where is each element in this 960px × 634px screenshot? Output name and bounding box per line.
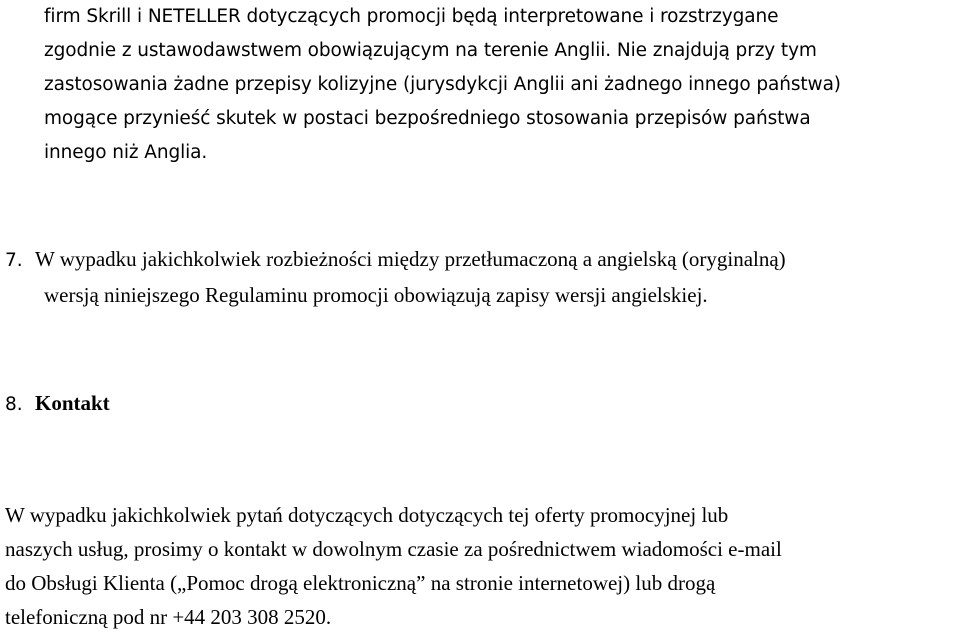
- section-number: 8.: [5, 394, 23, 415]
- section-number: 7.: [5, 250, 23, 271]
- paragraph-line: zastosowania żadne przepisy kolizyjne (jurysdykcji Anglii ani żadnego innego państwa): [44, 74, 841, 95]
- continuation-paragraph: [44, 0, 841, 170]
- paragraph-line: zgodnie z ustawodawstwem obowiązującym na terenie Anglii. Nie znajdują przy tym: [44, 40, 817, 61]
- paragraph-line: firm Skrill i NETELLER dotyczących promocji będą interpretowane i rozstrzygane: [44, 6, 779, 27]
- section-7-line-2: wersją niniejszego Regulaminu promocji obowiązują zapisy wersji angielskiej.: [44, 283, 708, 307]
- paragraph-line: naszych usług, prosimy o kontakt w dowolnym czasie za pośrednictwem wiadomości e-mail: [5, 537, 782, 561]
- paragraph-line: mogące przynieść skutek w postaci bezpośredniego stosowania przepisów państwa: [44, 108, 811, 129]
- contact-paragraph: [5, 498, 782, 634]
- section-7-text: W wypadku jakichkolwiek rozbieżności między przetłumaczoną a angielską (oryginalną): [35, 247, 786, 271]
- paragraph-line: innego niż Anglia.: [44, 142, 208, 163]
- section-8-heading: [5, 386, 110, 422]
- paragraph-line: telefoniczną pod nr +44 203 308 2520.: [5, 605, 332, 629]
- paragraph-line: do Obsługi Klienta („Pomoc drogą elektroniczną” na stronie internetowej) lub drogą: [5, 571, 716, 595]
- paragraph-line: W wypadku jakichkolwiek pytań dotyczących dotyczących tej oferty promocyjnej lub: [5, 503, 729, 527]
- section-7: [5, 242, 786, 312]
- section-7-line-1: [5, 242, 786, 278]
- section-heading: Kontakt: [35, 391, 110, 415]
